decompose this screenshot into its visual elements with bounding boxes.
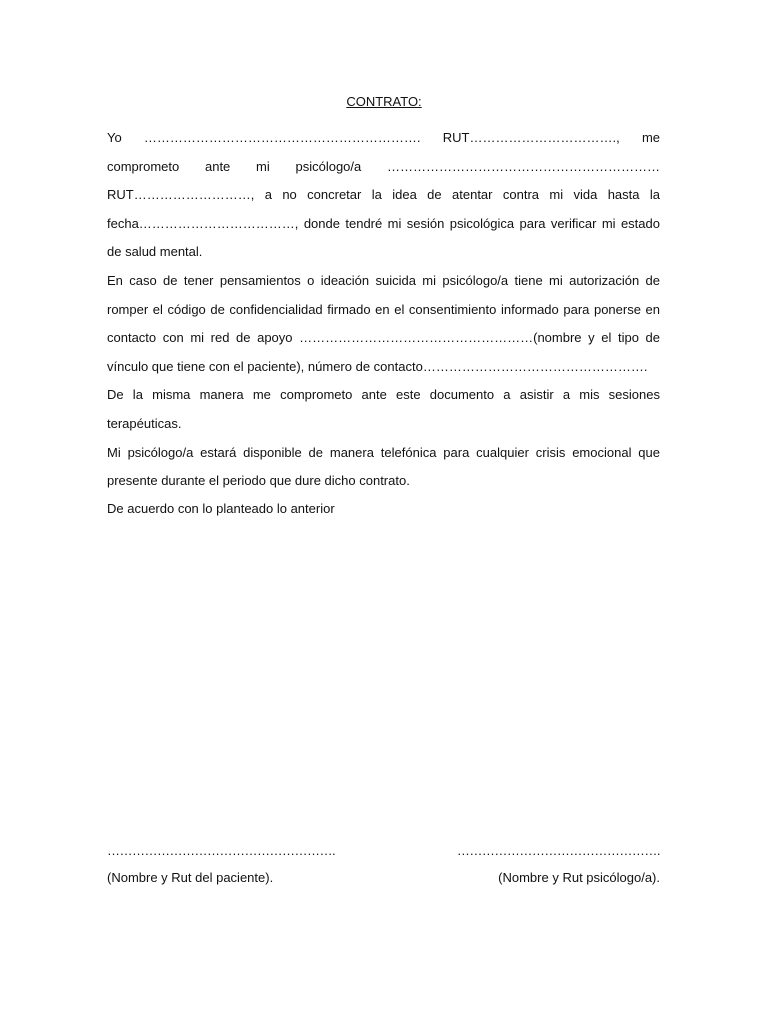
psychologist-signature-label: (Nombre y Rut psicólogo/a). <box>498 870 660 885</box>
confidentiality-paragraph: En caso de tener pensamientos o ideación suicida mi psicólogo/a tiene mi autorización de romper el código de confidencialidad firmado en el consentimiento informado para ponerse en contacto con mi red de apoyo ………………………………………………(nombre y el tipo de vínculo que tiene con el paciente), número de contacto……………………………………………. <box>107 272 660 374</box>
agreement-statement: De acuerdo con lo planteado lo anterior <box>107 501 335 516</box>
commitment-paragraph: Yo ………………………………………………………. RUT……………………………., me comprometo ante mi psicólogo/a ……………………………………………………… RUT………………………, a no concretar la idea de atentar contra mi vida hasta la fecha………………………………, donde tendré mi sesión psicológica para verificar mi estado de salud mental. <box>107 130 660 260</box>
document-title: CONTRATO: <box>346 94 422 109</box>
patient-signature-line: ………………………………………………. <box>107 843 336 858</box>
sessions-paragraph: De la misma manera me comprometo ante este documento a asistir a mis sesiones terapéuticas. <box>107 387 660 431</box>
document-body <box>107 124 660 496</box>
psychologist-signature-line: …………………………………………. <box>456 843 660 858</box>
availability-paragraph: Mi psicólogo/a estará disponible de manera telefónica para cualquier crisis emocional que presente durante el periodo que dure dicho contrato. <box>107 444 660 489</box>
patient-signature-label: (Nombre y Rut del paciente). <box>107 870 274 885</box>
